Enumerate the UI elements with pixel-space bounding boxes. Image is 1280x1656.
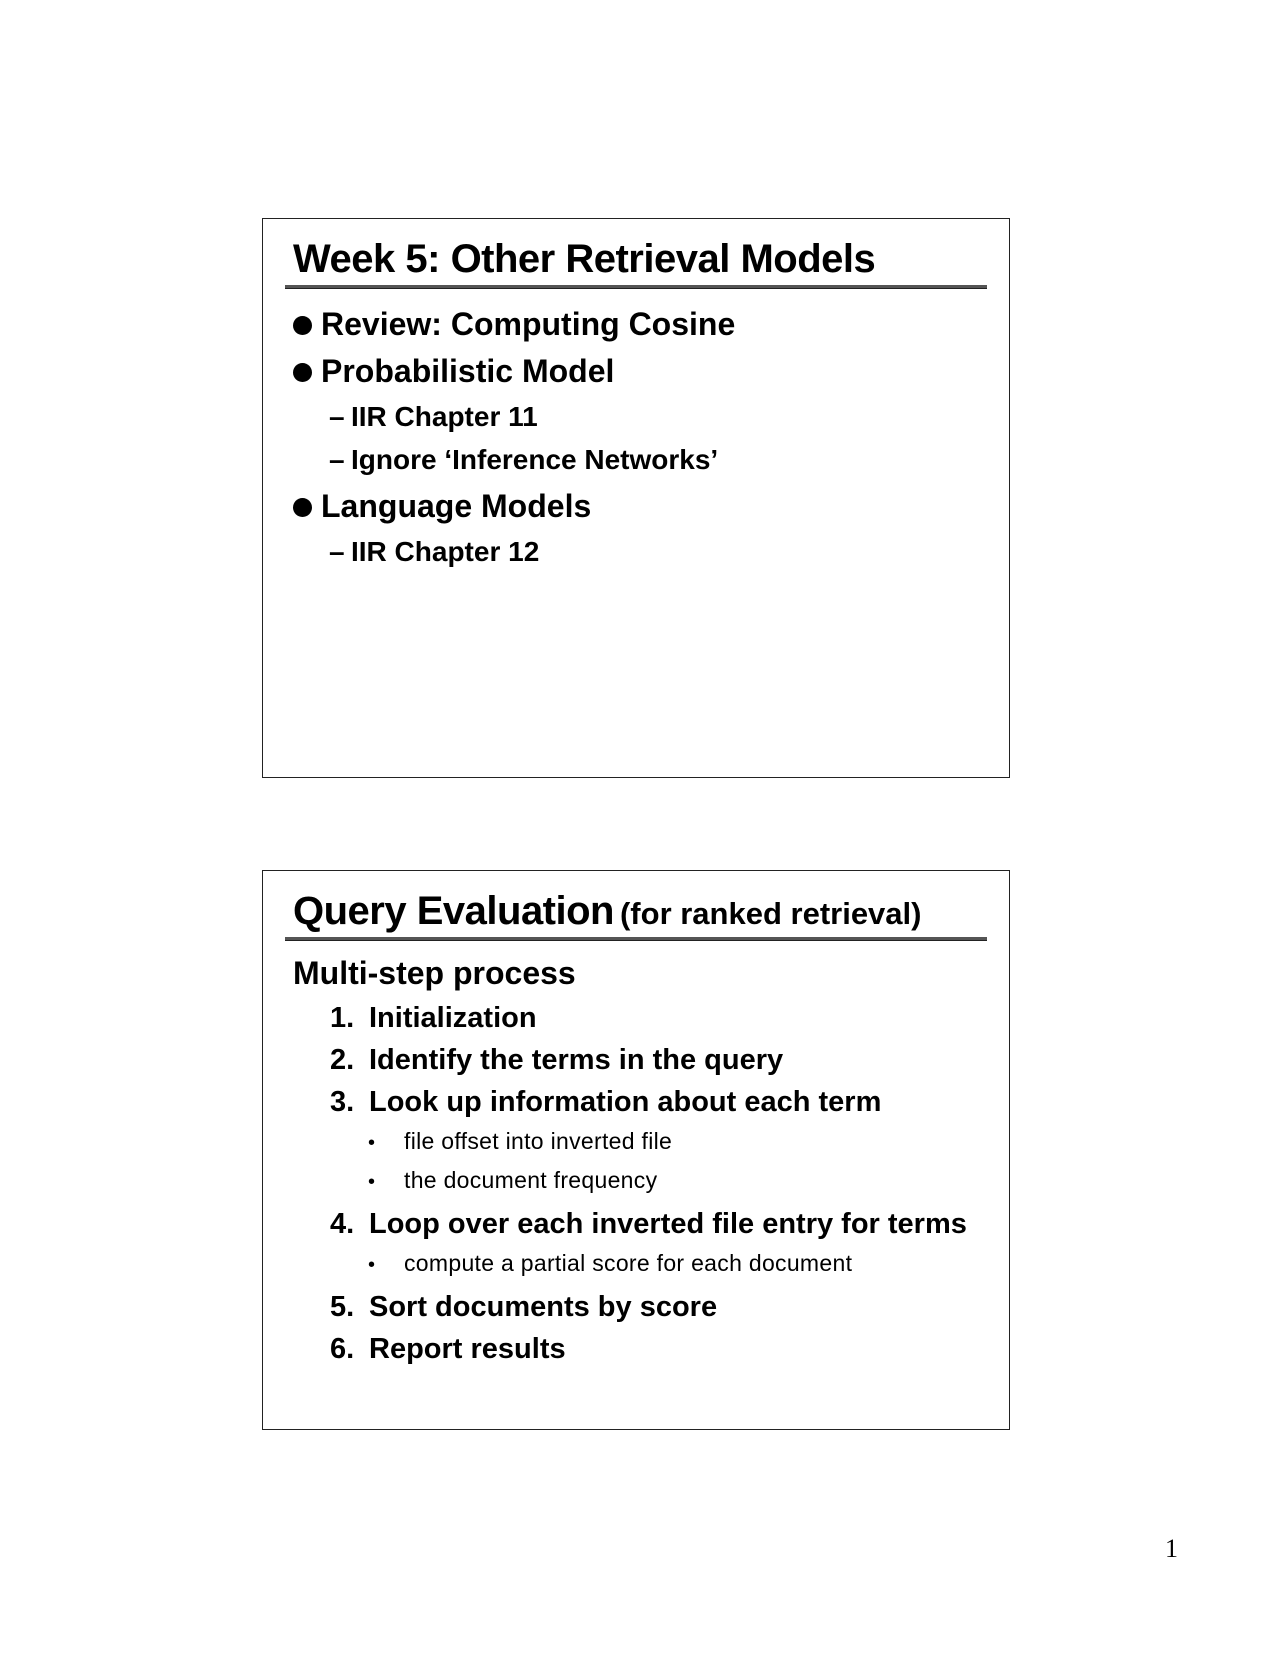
step-text: Report results: [369, 1333, 566, 1365]
sub-bullet-item: – IIR Chapter 12: [293, 530, 735, 573]
bullet-item: [293, 301, 735, 348]
step-text: Loop over each inverted file entry for terms: [369, 1208, 967, 1240]
step-number: 1.: [330, 1002, 355, 1034]
step-number: 3.: [330, 1086, 355, 1118]
step-item: [330, 1039, 967, 1081]
step-number: 6.: [330, 1333, 355, 1365]
step-text: Sort documents by score: [369, 1291, 718, 1323]
detail-list: [330, 1245, 967, 1284]
bullet-text: Probabilistic Model: [321, 353, 615, 389]
step-item: [330, 1286, 967, 1328]
bullet-item: [293, 483, 735, 573]
dash-icon: –: [329, 401, 345, 432]
step-item: [330, 1081, 967, 1201]
step-number: 2.: [330, 1044, 355, 1076]
detail-item: • file offset into inverted file: [330, 1123, 967, 1162]
bullet-dot-icon: [293, 498, 312, 517]
title-underline: [285, 937, 987, 941]
page-number: 1: [1165, 1534, 1178, 1563]
sub-bullet-item: – IIR Chapter 11: [293, 395, 735, 438]
dash-icon: –: [329, 444, 345, 475]
lead-text: Multi-step process: [293, 955, 576, 991]
sub-bullet-list: [293, 530, 735, 573]
slide-title: [293, 889, 921, 934]
step-item: [330, 1328, 967, 1370]
bullet-text: Language Models: [321, 488, 592, 524]
bullet-icon: •: [368, 1132, 376, 1154]
bullet-text: Review: Computing Cosine: [321, 306, 736, 342]
slide-week5: [262, 218, 1010, 778]
bullet-dot-icon: [293, 316, 312, 335]
title-underline: [285, 285, 987, 289]
sub-bullet-list: [293, 395, 735, 481]
step-item: [330, 1203, 967, 1284]
step-number: 5.: [330, 1291, 355, 1323]
step-list: [330, 997, 967, 1370]
bullet-item: [293, 348, 735, 481]
detail-item: • the document frequency: [330, 1162, 967, 1201]
bullet-dot-icon: [293, 363, 312, 382]
detail-list: [330, 1123, 967, 1201]
step-text: Look up information about each term: [369, 1086, 882, 1118]
step-text: Identify the terms in the query: [369, 1044, 784, 1076]
step-item: [330, 997, 967, 1039]
slide-query-evaluation: [262, 870, 1010, 1430]
step-number: 4.: [330, 1208, 355, 1240]
bullet-icon: •: [368, 1171, 376, 1193]
slide-title: [293, 237, 875, 282]
bullet-icon: •: [368, 1254, 376, 1276]
slide-subtitle-text: (for ranked retrieval): [619, 896, 922, 931]
detail-item: • compute a partial score for each document: [330, 1245, 967, 1284]
dash-icon: –: [329, 536, 345, 567]
sub-bullet-item: – Ignore ‘Inference Networks’: [293, 438, 735, 481]
slide-title-text: Week 5: Other Retrieval Models: [293, 237, 876, 281]
bullet-list: [293, 301, 735, 575]
slide-title-text: Query Evaluation: [293, 889, 614, 933]
step-text: Initialization: [369, 1002, 537, 1034]
